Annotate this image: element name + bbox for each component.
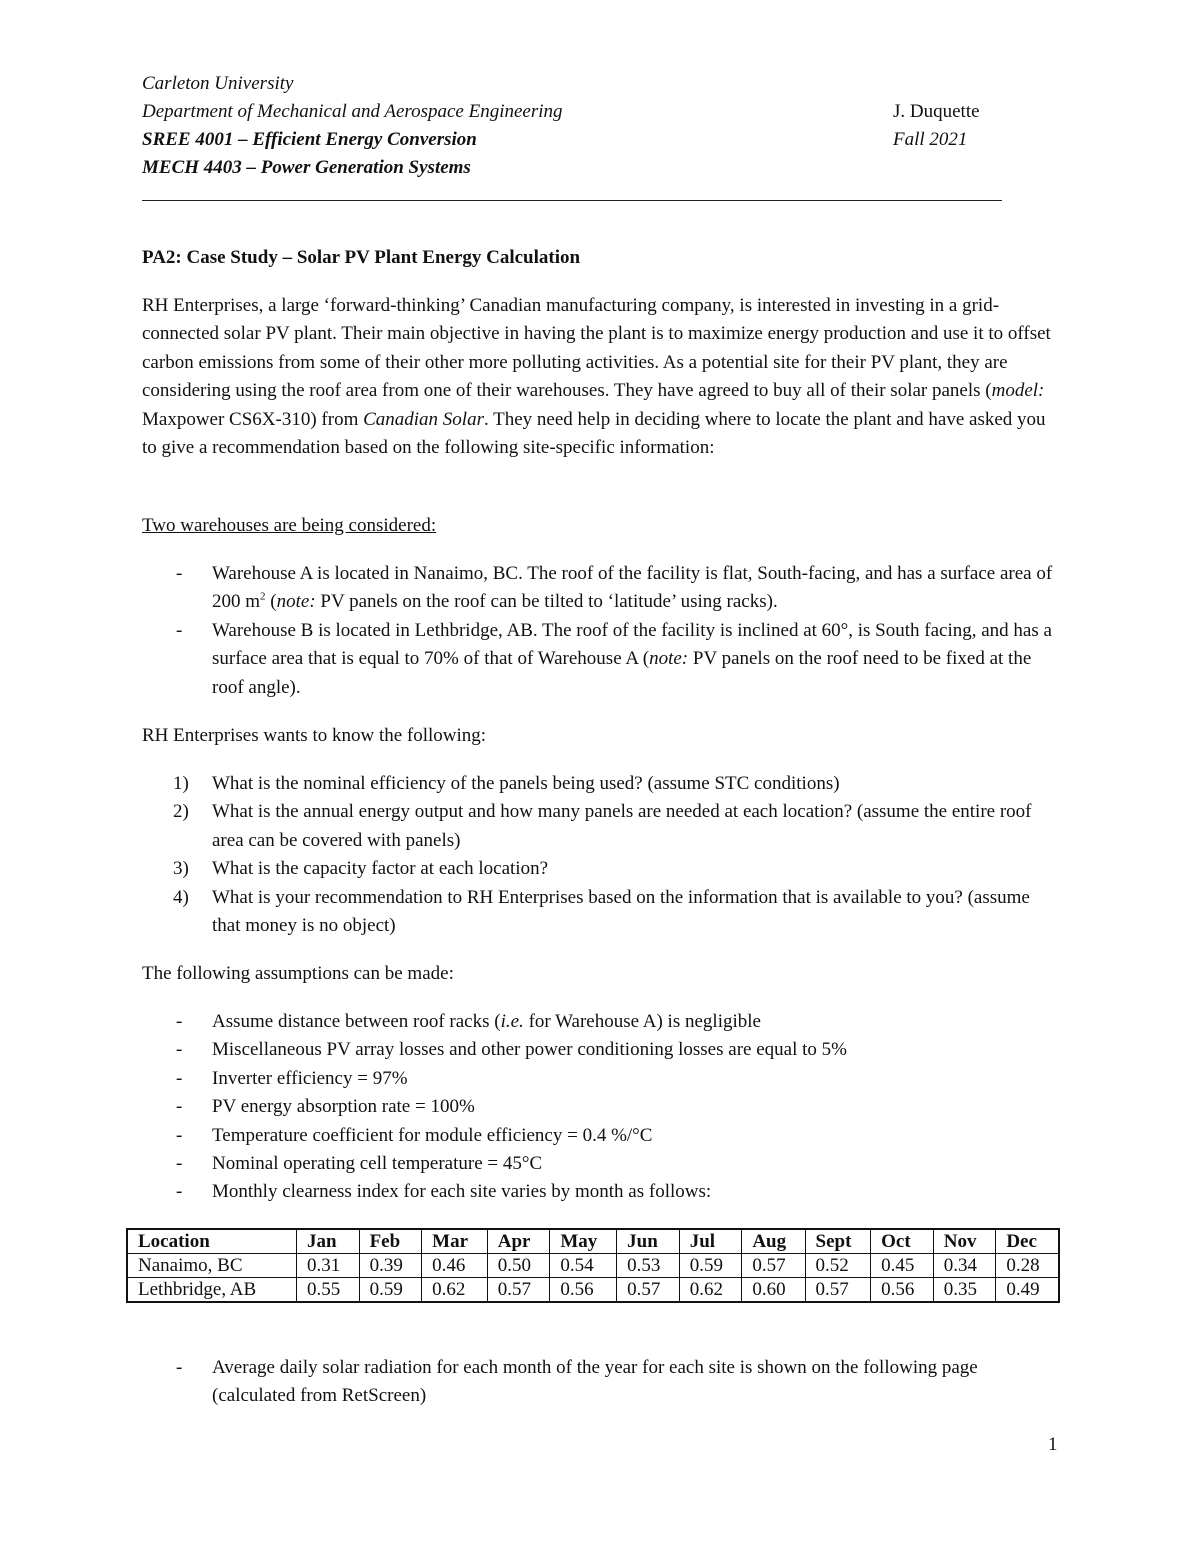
table-cell: 0.53 [617, 1254, 680, 1278]
table-cell: 0.46 [422, 1254, 488, 1278]
list-item: - Warehouse B is located in Lethbridge, AB. The roof of the facility is inclined at 60°, is South facing, and has a surface area that is equal to 70% of that of Warehouse A (note: PV panels on the roof need to be fixed at the roof angle). [176, 619, 1052, 698]
table-cell: 0.54 [550, 1254, 617, 1278]
header-department: Department of Mechanical and Aerospace Engineering [142, 101, 563, 122]
table-header-cell: Sept [805, 1229, 871, 1254]
table-header-cell: Location [127, 1229, 297, 1254]
table-header-cell: Jun [617, 1229, 680, 1254]
list-item: - Monthly clearness index for each site varies by month as follows: [176, 1181, 712, 1203]
warehouse-list [142, 560, 1062, 702]
table-header-cell: Nov [933, 1229, 996, 1254]
table-header-cell: Mar [422, 1229, 488, 1254]
table-cell: 0.59 [679, 1254, 742, 1278]
table-cell: 0.60 [742, 1278, 805, 1303]
clearness-index-table [126, 1228, 1060, 1303]
table-header-row [127, 1229, 1059, 1254]
table-cell: 0.52 [805, 1254, 871, 1278]
table-cell: 0.57 [617, 1278, 680, 1303]
table-header-cell: Aug [742, 1229, 805, 1254]
table-cell: 0.56 [871, 1278, 934, 1303]
list-item: - Inverter efficiency = 97% [176, 1067, 408, 1089]
table-header-cell: Feb [359, 1229, 422, 1254]
intro-paragraph: RH Enterprises, a large ‘forward-thinking’ Canadian manufacturing company, is interested in investing in a grid-connected solar PV plant. Their main objective in having the plant is to maximize energy production and use it to offset carbon emissions from some of their other more polluting activities. As a potential site for their PV plant, they are considering using the roof area from one of their warehouses. They have agreed to buy all of their solar panels (model: Maxpower CS6X-310) from Canadian Solar. They need help in deciding where to locate the plant and have asked you to give a recommendation based on the following site-specific information: [142, 295, 1051, 459]
table-cell: Nanaimo, BC [127, 1254, 297, 1278]
list-item: 1) What is the nominal efficiency of the panels being used? (assume STC conditions) [173, 773, 840, 794]
table-cell: 0.45 [871, 1254, 934, 1278]
table-header-cell: Jul [679, 1229, 742, 1254]
list-item: 2) What is the annual energy output and how many panels are needed at each location? (assume the entire roof area can be covered with panels) [173, 801, 1032, 851]
table-cell: 0.31 [297, 1254, 360, 1278]
table-cell: 0.57 [487, 1278, 550, 1303]
table-cell: 0.55 [297, 1278, 360, 1303]
list-item: - Assume distance between roof racks (i.e. for Warehouse A) is negligible [176, 1011, 761, 1032]
table-cell: 0.56 [550, 1278, 617, 1303]
assumptions-heading: The following assumptions can be made: [142, 963, 454, 984]
list-item: - Nominal operating cell temperature = 45°C [176, 1153, 543, 1175]
list-item: - Temperature coefficient for module efficiency = 0.4 %/°C [176, 1124, 653, 1146]
questions-list [142, 770, 1062, 940]
list-item: - PV energy absorption rate = 100% [176, 1096, 475, 1118]
list-item: - Warehouse A is located in Nanaimo, BC. The roof of the facility is flat, South-facing, and has a surface area of 200 $m^2$ (note: PV panels on the roof can be tilted to ‘latitude’ using racks). [176, 563, 1053, 613]
radiation-note-list [142, 1354, 1062, 1411]
list-item: - Miscellaneous PV array losses and other power conditioning losses are equal to 5% [176, 1039, 847, 1061]
table-row [127, 1254, 1059, 1278]
list-item: - Average daily solar radiation for each month of the year for each site is shown on the following page (calculated from RetScreen) [176, 1357, 978, 1407]
table-header-cell: Apr [487, 1229, 550, 1254]
assignment-title: PA2: Case Study – Solar PV Plant Energy Calculation [142, 247, 581, 268]
table-header-cell: Jan [297, 1229, 360, 1254]
table-cell: 0.62 [679, 1278, 742, 1303]
warehouses-heading: Two warehouses are being considered: [142, 515, 437, 536]
table-cell: 0.35 [933, 1278, 996, 1303]
page-number: 1 [1048, 1434, 1058, 1455]
table-cell: 0.59 [359, 1278, 422, 1303]
header-course-1: SREE 4001 – Efficient Energy Conversion [142, 129, 477, 150]
table-cell: Lethbridge, AB [127, 1278, 297, 1303]
header-author: J. Duquette [893, 101, 980, 122]
header-divider [142, 200, 1002, 201]
list-item: 3) What is the capacity factor at each location? [173, 858, 549, 880]
table-cell: 0.50 [487, 1254, 550, 1278]
questions-heading: RH Enterprises wants to know the following: [142, 725, 487, 746]
table-cell: 0.57 [805, 1278, 871, 1303]
table-cell: 0.62 [422, 1278, 488, 1303]
table-row [127, 1278, 1059, 1303]
assumptions-list [142, 1008, 1062, 1207]
table-cell: 0.57 [742, 1254, 805, 1278]
table-cell: 0.49 [996, 1278, 1059, 1303]
table-header-cell: Oct [871, 1229, 934, 1254]
table-cell: 0.34 [933, 1254, 996, 1278]
table-header-cell: May [550, 1229, 617, 1254]
header-university: Carleton University [142, 73, 294, 94]
table-cell: 0.28 [996, 1254, 1059, 1278]
header-term: Fall 2021 [893, 129, 968, 150]
table-cell: 0.39 [359, 1254, 422, 1278]
list-item: 4) What is your recommendation to RH Enterprises based on the information that is available to you? (assume that money is no object) [173, 886, 1030, 937]
table-header-cell: Dec [996, 1229, 1059, 1254]
header-course-2: MECH 4403 – Power Generation Systems [142, 157, 471, 178]
